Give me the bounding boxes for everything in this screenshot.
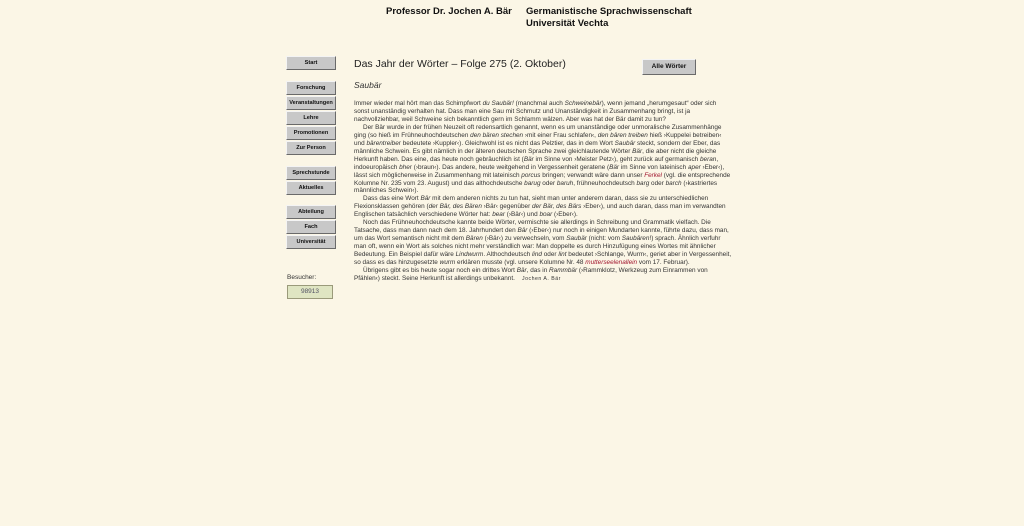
link-mutterseelenallein[interactable]: mutterseelenallein <box>585 259 638 267</box>
nav-forschung-button[interactable]: Forschung <box>286 81 336 95</box>
nav-universitaet-button[interactable]: Universität <box>286 235 336 249</box>
paragraph-2: Der Bär wurde in der frühen Neuzeit oft redensartlich genannt, wenn es um unanständige oder unmoralische Zusammenhänge ging (so hieß im Frühneuhochdeutschen den bären stechen ›mit einer Frau schlafen‹, den bären treiben hieß ›Kuppelei betreiben‹ und bärentreiber bedeutete ›Kuppler‹). Gleichwohl ist es nicht das Pelztier, das in dem Wort Saubär steckt, sondern der Eber, das männliche Schwein. Es gibt nämlich in der älteren deutschen Sprache zwei gleichlautende Wörter Bär, die aber nicht die gleiche Herkunft haben. Das eine, das heute noch gebräuchlich ist (Bär im Sinne von ›Meister Petz‹), geht zurück auf germanisch beran, indoeuropäisch bher (›braun‹). Das andere, heute weitgehend in Vergessenheit geratene (Bär im Sinne von lateinisch aper ›Eber‹), lässt sich möglicherweise in Zusammenhang mit lateinisch porcus bringen; verwandt wäre dann unser Ferkel (vgl. die entsprechende Kolumne Nr. 235 vom 23. August) und das althochdeutsche barug oder baruh, frühneuhochdeutsch barg oder barch (›kastriertes männliches Schwein‹). <box>354 123 731 195</box>
paragraph-4: Noch das Frühneuhochdeutsche kannte beide Wörter, vermischte sie allerdings in Schreibung und Grammatik vielfach. Die Tatsache, dass man dann nach dem 18. Jahrhundert den Bär (›Eber‹) nur noch in einigen Mundarten kannte, führte dazu, dass man, um das Wort semantisch nicht mit dem Bären (›Bär‹) zu verwechseln, vom Saubär (nicht: vom Saubären!) sprach. Ähnlich verfuhr man oft, wenn ein Wort als solches nicht mehr verständlich war: Man doppelte es durch Hinzufügung eines Wortes mit ähnlicher Bedeutung. Ein Beispiel dafür wäre Lindwurm. Althochdeutsch lind oder lint bedeutet ›Schlange, Wurm‹, geriet aber in Vergessenheit, so dass es das hinzugesetzte wurm erklären musste (vgl. unsere Kolumne Nr. 48 mutterseelenallein vom 17. Februar). <box>354 219 732 267</box>
paragraph-5: Übrigens gibt es bis heute sogar noch ein drittes Wort Bär, das in Rammbär (›Rammklotz, Werkzeug zum Einrammen von Pfählen‹) steckt. Seine Herkunft ist allerdings unbekannt. Jochen A. Bär <box>354 267 708 282</box>
visitor-counter: 98913 <box>287 285 333 299</box>
nav-aktuelles-button[interactable]: Aktuelles <box>286 181 336 195</box>
nav-fach-button[interactable]: Fach <box>286 220 336 234</box>
nav-zur-person-button[interactable]: Zur Person <box>286 141 336 155</box>
author-name: Professor Dr. Jochen A. Bär <box>386 6 512 17</box>
link-ferkel[interactable]: Ferkel <box>644 171 662 179</box>
nav-abteilung-button[interactable]: Abteilung <box>286 205 336 219</box>
all-words-button[interactable]: Alle Wörter <box>642 59 696 75</box>
visitor-label: Besucher: <box>287 274 317 281</box>
institute-line-2: Universität Vechta <box>526 18 609 29</box>
paragraph-3: Dass das eine Wort Bär mit dem anderen nichts zu tun hat, sieht man unter anderem daran, dass sie zu unterschiedlichen Flexionsklassen gehören (der Bär, des Bären ›Bär‹ gegenüber der Bär, des Bärs ›Eber‹), und auch daran, dass man im verwandten Englischen tatsächlich verschiedene Wörter hat: bear (›Bär‹) und boar (›Eber‹). <box>354 195 726 219</box>
nav-start-button[interactable]: Start <box>286 56 336 70</box>
nav-veranstaltungen-button[interactable]: Veranstaltungen <box>286 96 336 110</box>
author-signature: Jochen A. Bär <box>522 275 561 282</box>
paragraph-1: Immer wieder mal hört man das Schimpfwort du Saubär! (manchmal auch Schweinebär), wenn jemand „herumgesaut“ oder sich sonst unanständig verhalten hat. Dass man eine Sau mit Schmutz und Unanständigkeit in Zusammenhang bringt, ist ja nachvollziehbar, weil Schweine sich bekanntlich gern im Schlamm wälzen. Aber was hat der Bär damit zu tun? <box>354 100 717 123</box>
institute-line-1: Germanistische Sprachwissenschaft <box>526 6 692 17</box>
nav-sprechstunde-button[interactable]: Sprechstunde <box>286 166 336 180</box>
institute-name <box>526 6 692 30</box>
word-heading: Saubär <box>354 80 382 90</box>
article-title: Das Jahr der Wörter – Folge 275 (2. Oktober) <box>354 58 566 70</box>
nav-promotionen-button[interactable]: Promotionen <box>286 126 336 140</box>
nav-lehre-button[interactable]: Lehre <box>286 111 336 125</box>
article-body <box>354 100 732 284</box>
